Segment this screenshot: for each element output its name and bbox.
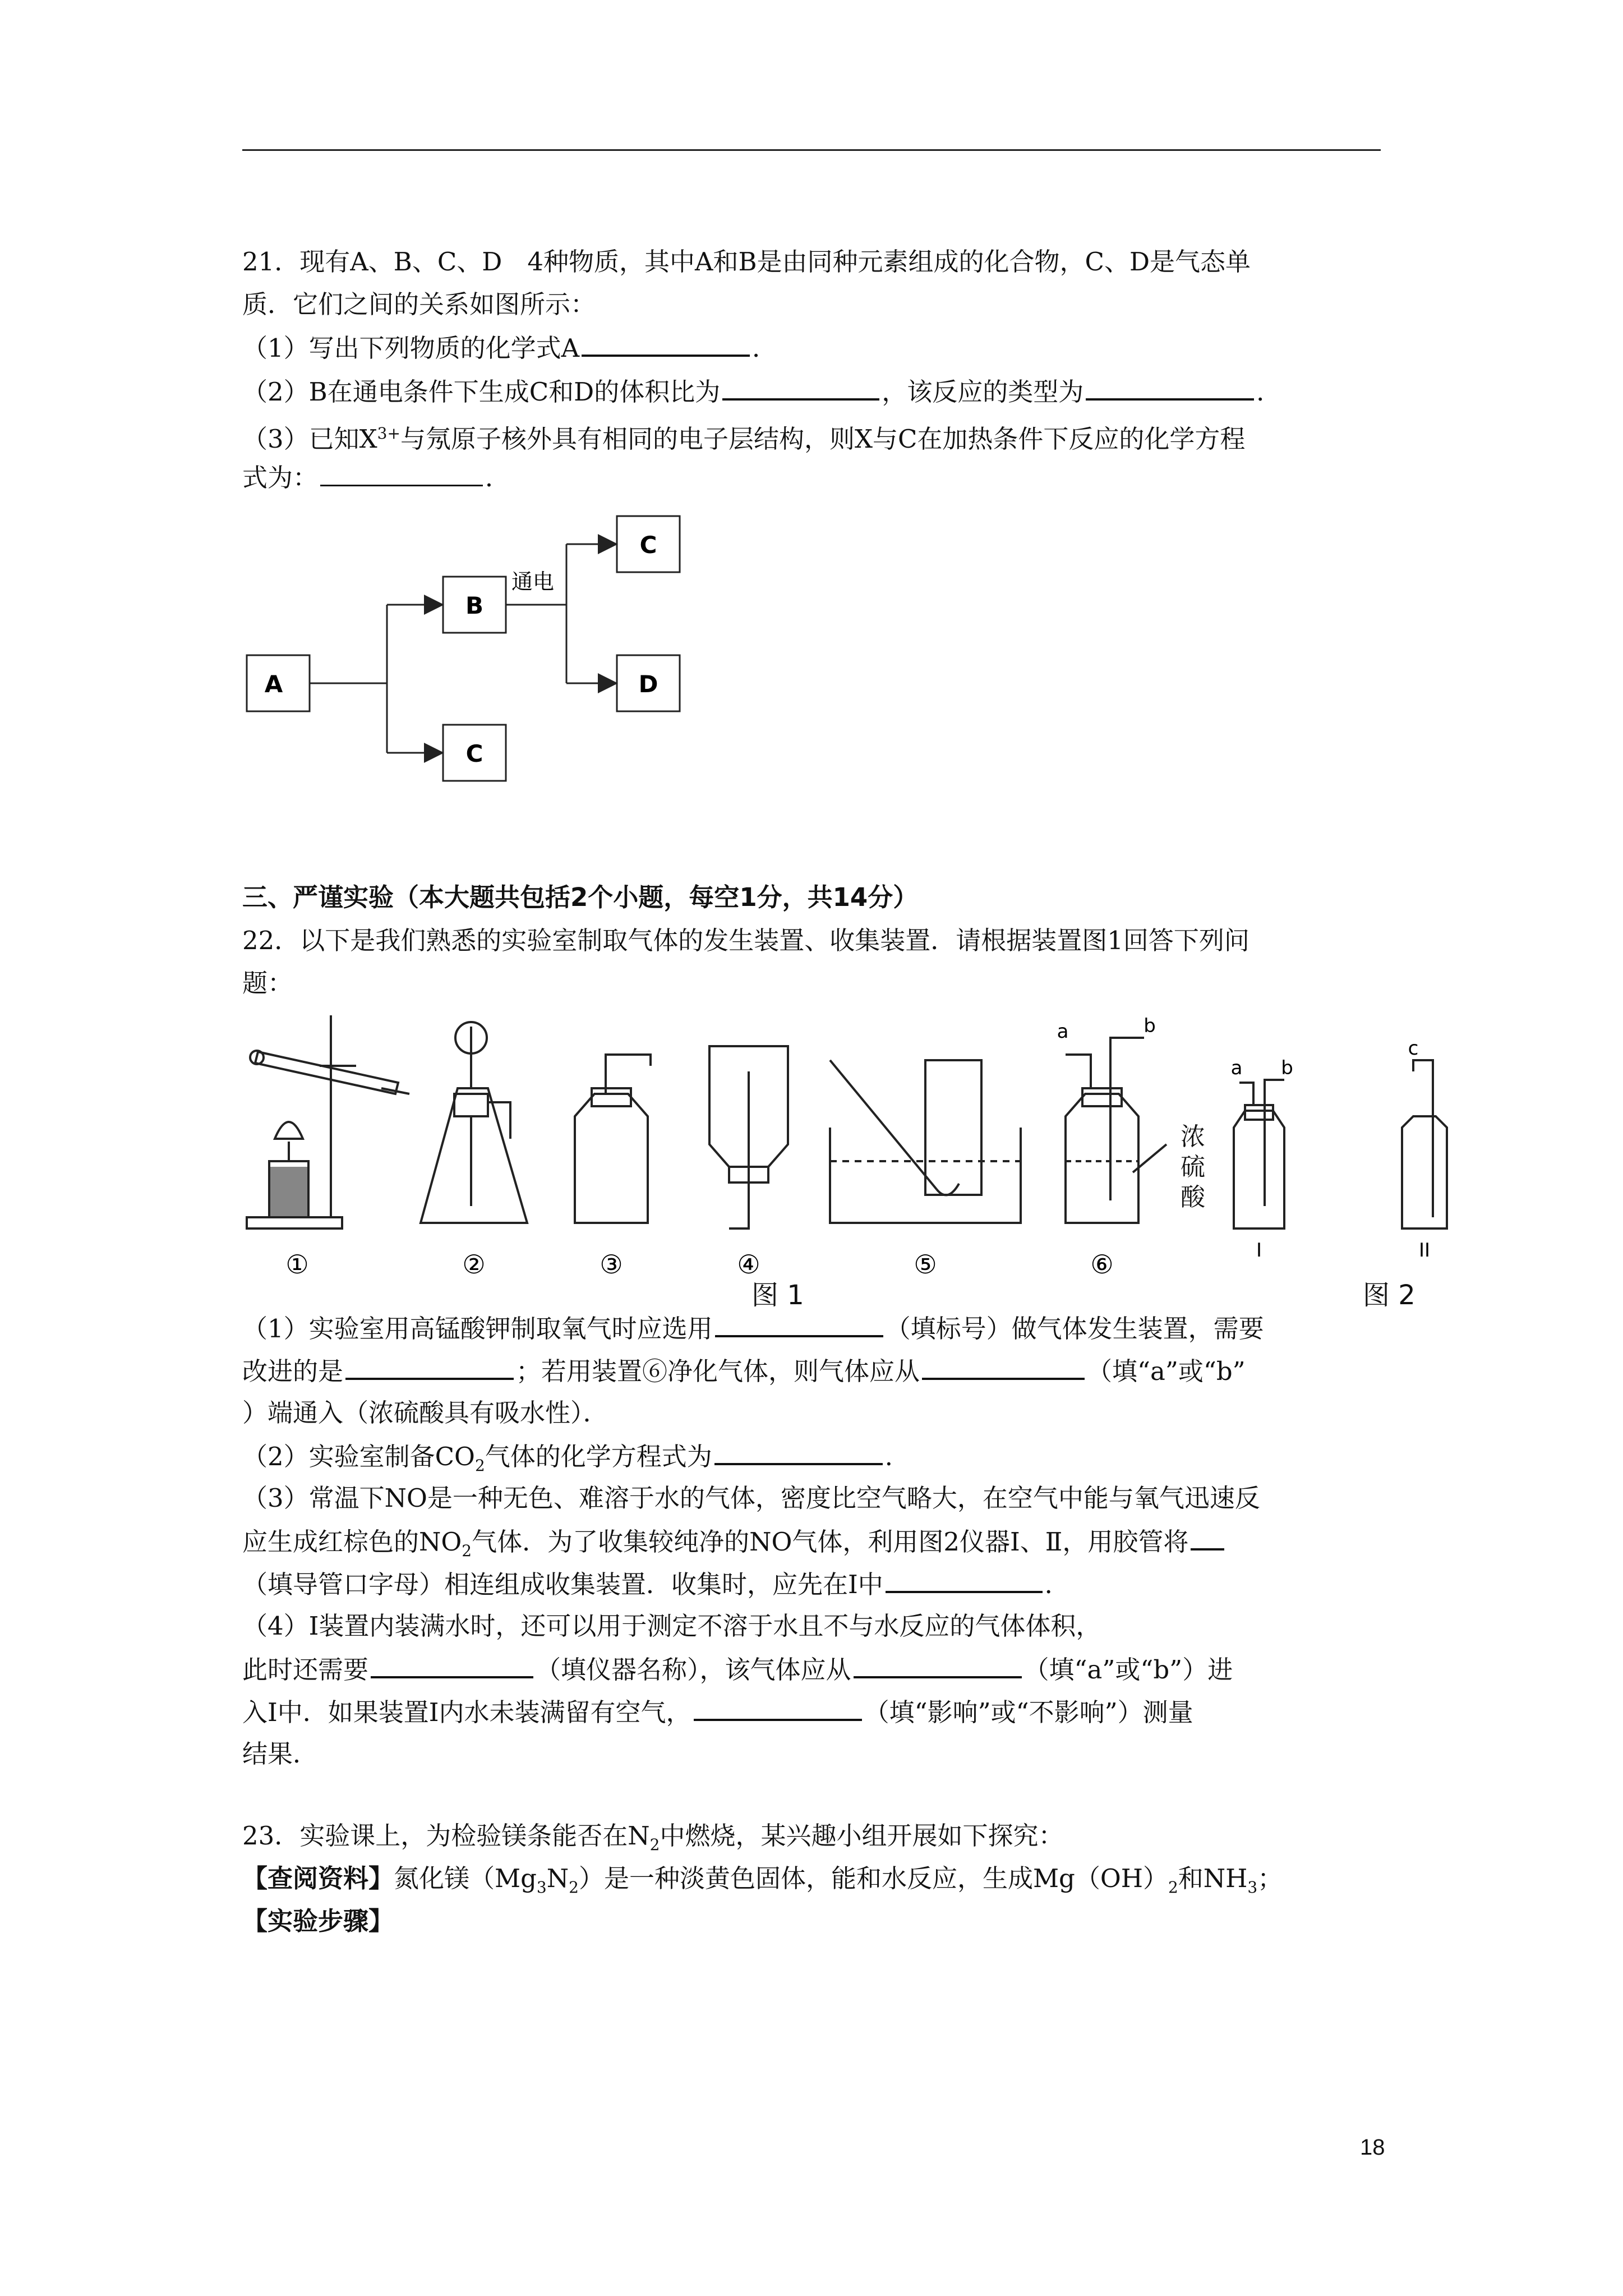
label-c-top: C [639, 531, 657, 559]
answer-blank[interactable] [345, 1351, 514, 1380]
label-d: D [638, 670, 658, 698]
answer-blank[interactable] [714, 1436, 883, 1465]
label-apparatus-3: ③ [600, 1249, 623, 1280]
label-a-6: a [1057, 1020, 1069, 1043]
page-number: 18 [1360, 2135, 1385, 2160]
q21-part3-cont: 式为： ． [242, 458, 510, 498]
q22-part4-end: 结果． [242, 1739, 319, 1769]
figure1-caption: 图 1 [751, 1280, 804, 1311]
apparatus-6 [1066, 1038, 1166, 1223]
label-a: A [264, 670, 283, 698]
label-apparatus-6: ⑥ [1090, 1249, 1114, 1280]
q22-intro-line2: 题： [242, 968, 293, 998]
q21-part2: （2）B在通电条件下生成C和D的体积比为 ，该反应的类型为 ． [242, 371, 1281, 412]
q22-part4-cont: 此时还需要 （填仪器名称），该气体应从 （填“a”或“b”）进 [242, 1649, 1233, 1690]
q23-steps-heading: 【实验步骤】 [242, 1906, 394, 1936]
q23-reference: 【查阅资料】氮化镁$(Mg_3N_2)$是一种淡黄色固体，能和水反应，生成$Mg(OH)_2$和$NH_3$； [242, 1864, 1283, 1897]
label-device-II: II [1418, 1239, 1431, 1262]
answer-blank[interactable] [320, 458, 483, 486]
q22-part1-cont: 改进的是 ；若用装置⑥净化气体，则气体应从 （填“a”或“b” [242, 1351, 1246, 1391]
label-b-I: b [1281, 1057, 1293, 1079]
q21-part3: （3）已知$X^{3+}$与氖原子核外具有相同的电子层结构，则X与C在加热条件下反应的化学方程 [242, 424, 1246, 454]
label-b: B [465, 592, 484, 619]
apparatus-4 [709, 1046, 788, 1228]
q22-part4: （4）Ⅰ装置内装满水时，还可以用于测定不溶于水且不与水反应的气体体积， [242, 1611, 1101, 1641]
q23-intro: 23．实验课上，为检验镁条能否在$N_2$中燃烧，某兴趣小组开展如下探究： [242, 1821, 1064, 1854]
apparatus-3 [575, 1055, 651, 1223]
device-I [1234, 1080, 1284, 1228]
label-a-I: a [1230, 1057, 1243, 1079]
label-apparatus-1: ① [285, 1249, 309, 1280]
q21-intro-line1: 21．现有A、B、C、D 4种物质，其中A和B是由同种元素组成的化合物，C、D是气态单 [242, 247, 1251, 277]
device-II [1402, 1060, 1447, 1228]
label-b-6: b [1144, 1015, 1156, 1037]
label-electrolysis: 通电 [511, 569, 555, 594]
answer-blank[interactable] [922, 1351, 1085, 1380]
answer-blank[interactable] [694, 1692, 862, 1721]
label-c-bottom: C [465, 740, 483, 767]
label-apparatus-4: ④ [737, 1249, 760, 1280]
answer-blank[interactable] [715, 1308, 883, 1337]
q22-part1: （1）实验室用高锰酸钾制取氧气时应选用 （填标号）做气体发生装置，需要 [242, 1308, 1264, 1349]
q22-intro-line1: 22．以下是我们熟悉的实验室制取气体的发生装置、收集装置．请根据装置图1回答下列问 [242, 926, 1249, 955]
answer-blank[interactable] [854, 1649, 1022, 1678]
answer-blank[interactable] [1086, 371, 1254, 401]
label-apparatus-5: ⑤ [914, 1249, 937, 1280]
q22-part1-end: ）端通入（浓硫酸具有吸水性）． [242, 1398, 608, 1428]
answer-blank[interactable] [371, 1649, 533, 1678]
q21-relation-diagram [236, 505, 740, 797]
header-rule [242, 149, 1381, 151]
answer-blank[interactable] [886, 1564, 1043, 1593]
label-device-I: I [1256, 1239, 1262, 1262]
answer-blank[interactable] [722, 371, 879, 401]
apparatus-5 [830, 1060, 1021, 1223]
label-apparatus-2: ② [462, 1249, 486, 1280]
section3-title: 三、严谨实验（本大题共包括2个小题，每空1分，共14分） [242, 882, 919, 912]
q22-part2: （2）实验室制备$CO_2$气体的化学方程式为 ． [242, 1436, 910, 1485]
q22-part3: （3）常温下NO是一种无色、难溶于水的气体，密度比空气略大，在空气中能与氧气迅速反 [242, 1483, 1260, 1513]
q22-part4-cont2: 入Ⅰ中．如果装置Ⅰ内水未装满留有空气， （填“影响”或“不影响”）测量 [242, 1692, 1193, 1732]
q21-part1: （1）写出下列物质的化学式A ． [242, 328, 777, 368]
q22-part3-cont: 应生成红棕色的$NO_2$气体．为了收集较纯净的NO气体，利用图2仪器Ⅰ、Ⅱ，用胶管将 [242, 1521, 1227, 1571]
acid-label: 浓硫酸 [1181, 1122, 1205, 1212]
label-c-II: c [1408, 1037, 1419, 1060]
q21-intro-line2: 质．它们之间的关系如图所示： [242, 289, 596, 319]
answer-blank[interactable] [1191, 1521, 1224, 1550]
figure2-caption: 图 2 [1363, 1280, 1415, 1311]
q22-apparatus-figure [236, 1004, 1537, 1307]
q22-part3-end: （填导管口字母）相连组成收集装置．收集时，应先在Ⅰ中 ． [242, 1564, 1070, 1604]
apparatus-2 [421, 1022, 527, 1223]
answer-blank[interactable] [582, 328, 750, 357]
